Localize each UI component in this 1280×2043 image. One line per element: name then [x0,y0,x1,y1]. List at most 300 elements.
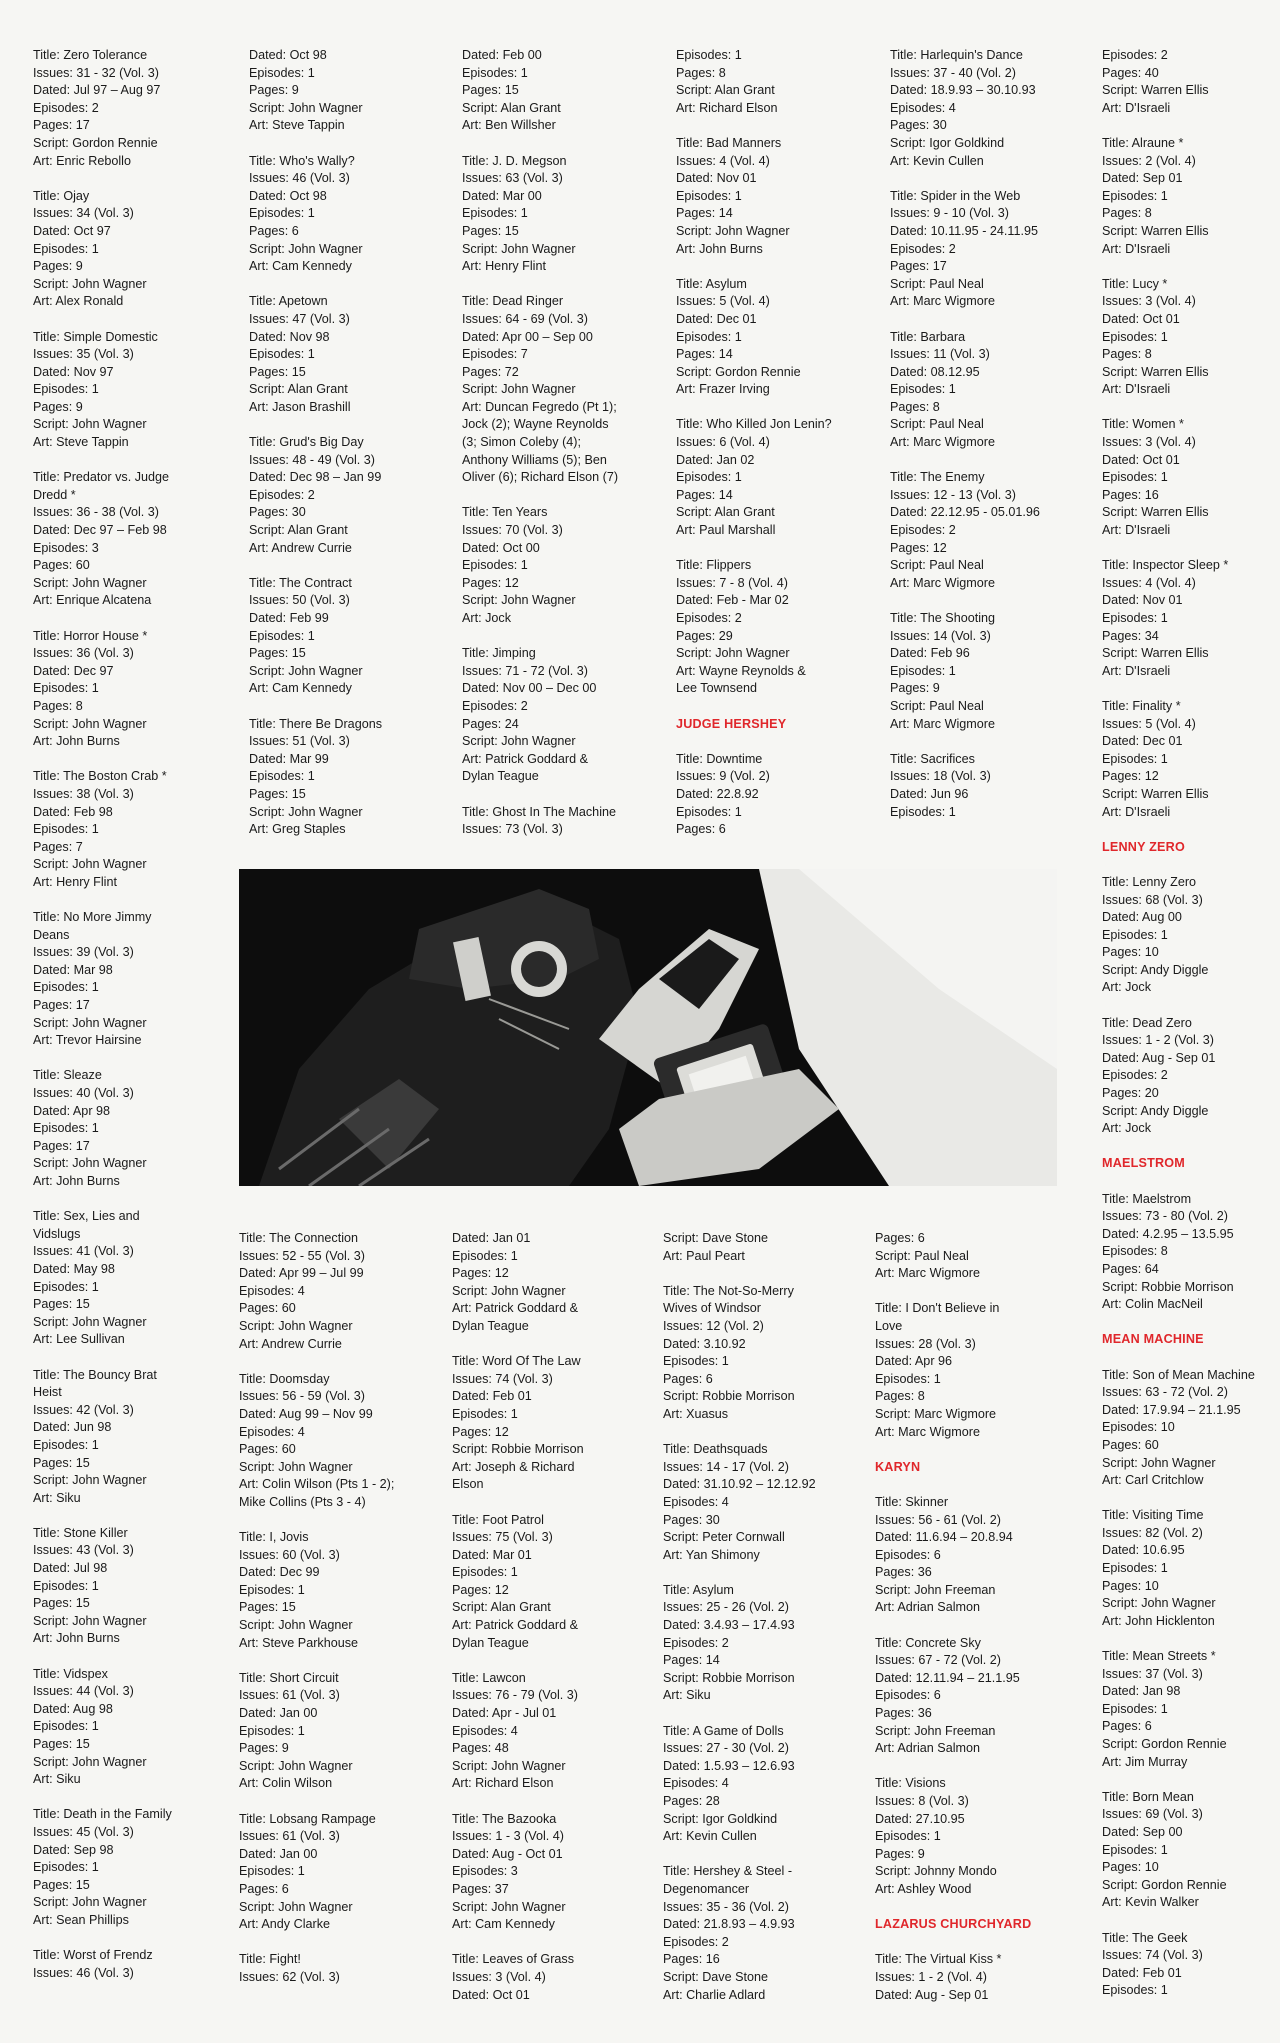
story-entry [875,1230,1031,1283]
entry-line: Episodes: 4 [663,1494,729,1509]
entry-spacer [452,1652,584,1670]
entry-line: Pages: 15 [462,83,519,98]
entry-line: Art: Jock [1102,1121,1151,1136]
entry-spacer [875,1441,1031,1459]
entry-line: Art: Colin Wilson (Pts 1 - 2); [239,1477,395,1492]
entry-line: Script: Warren Ellis [1102,786,1209,801]
entry-line: Script: John Wagner [462,382,576,397]
entry-line: Vidslugs [33,1226,81,1241]
entry-line: Title: Born Mean [1102,1789,1194,1804]
entry-line: Episodes: 1 [1102,1561,1168,1576]
entry-line: Pages: 12 [890,540,947,555]
entry-line: Art: Marc Wigmore [890,294,995,309]
entry-line: Issues: 37 - 40 (Vol. 2) [890,65,1016,80]
entry-line: Episodes: 1 [663,1354,729,1369]
entry-line: Script: John Wagner [33,1754,147,1769]
entry-line: Issues: 67 - 72 (Vol. 2) [875,1653,1001,1668]
entry-spacer [676,540,832,558]
entry-line: Art: Colin Wilson [239,1776,333,1791]
story-entry [239,1230,394,1353]
entry-line: Title: There Be Dragons [249,716,382,731]
story-entry [875,1635,1031,1758]
entry-line: Episodes: 1 [33,681,99,696]
story-entry [249,153,382,276]
entry-line: Pages: 36 [875,1706,932,1721]
entry-line: Title: Inspector Sleep * [1102,558,1229,573]
story-entry [33,47,172,170]
entry-line: Art: Adrian Salmon [875,1600,980,1615]
entry-line: Title: Sex, Lies and [33,1209,140,1224]
entry-line: Episodes: 1 [249,347,315,362]
entry-line: Art: Andrew Currie [249,540,352,555]
entry-line: Issues: 3 (Vol. 4) [1102,294,1196,309]
entry-line: Title: Asylum [663,1582,734,1597]
entry-line: Episodes: 1 [239,1864,305,1879]
entry-line: Dated: Oct 01 [452,1987,530,2002]
entry-spacer [239,1793,394,1811]
story-entry [462,47,618,135]
story-entry [452,1811,584,1934]
entry-line: Title: The Connection [239,1231,359,1245]
entry-line: Episodes: 1 [249,206,315,221]
entry-line: Dated: Aug 99 – Nov 99 [239,1406,373,1421]
entry-line: Issues: 1 - 2 (Vol. 4) [875,1969,987,1984]
entry-line: Title: Ghost In The Machine [462,804,616,819]
entry-line: Dated: Feb 96 [890,646,970,661]
entry-line: Title: Concrete Sky [875,1635,981,1650]
entry-line: Episodes: 1 [33,1279,99,1294]
story-entry [1102,1930,1255,2000]
entry-line: Art: Jason Brashill [249,399,351,414]
story-entry [33,1666,172,1789]
entry-line: Script: John Wagner [1102,1455,1216,1470]
entry-line: Art: Duncan Fegredo (Pt 1); [462,399,617,414]
entry-line: Episodes: 1 [1102,1701,1168,1716]
entry-spacer [1102,1173,1255,1191]
entry-line: Episodes: 2 [676,611,742,625]
entry-line: Art: Siku [663,1688,711,1703]
entry-line: Script: John Wagner [33,417,147,432]
entry-line: Issues: 35 (Vol. 3) [33,347,134,362]
columns_bottom-column-2 [663,1230,816,2004]
entry-line: Issues: 63 - 72 (Vol. 2) [1102,1385,1228,1400]
entry-line: Title: Flippers [676,558,752,573]
entry-line: Episodes: 1 [239,1723,305,1738]
story-entry [875,1775,1031,1898]
entry-line: Issues: 37 (Vol. 3) [1102,1666,1203,1681]
story-entry [1102,135,1255,258]
entry-line: Dated: Mar 01 [452,1547,532,1562]
entry-spacer [249,698,382,716]
entry-line: Title: The Contract [249,575,352,590]
entry-line: Episodes: 2 [1102,1068,1168,1083]
entry-line: Dylan Teague [452,1635,529,1650]
entry-spacer [33,751,172,769]
entry-spacer [875,1283,1031,1301]
story-entry [33,628,172,751]
columns_top-column-0 [33,47,172,1982]
entry-line: Issues: 50 (Vol. 3) [249,593,350,608]
entry-line: Pages: 9 [239,1741,289,1756]
story-entry [890,329,1040,452]
entry-line: Dated: Oct 01 [1102,311,1180,326]
columns_top-column-5 [1102,47,1255,2000]
story-entry [33,1806,172,1929]
entry-line: Pages: 17 [890,259,947,274]
entry-line: Title: Lobsang Rampage [239,1811,376,1826]
entry-line: Issues: 11 (Vol. 3) [890,347,990,362]
story-entry [452,1951,584,2004]
entry-line: Dated: Apr 98 [33,1103,111,1118]
entry-spacer [33,311,172,329]
columns_top-column-3 [676,47,832,839]
entry-line: Pages: 6 [676,822,726,837]
entry-line: Script: John Wagner [239,1618,353,1633]
entry-line: Art: Marc Wigmore [875,1424,980,1439]
entry-line: Script: Igor Goldkind [890,135,1005,150]
story-entry [239,1811,394,1934]
story-entry [462,153,618,276]
entry-line: Art: Cam Kennedy [249,681,352,696]
entry-line: Dated: Oct 98 [249,188,327,203]
entry-line: Pages: 30 [249,505,306,520]
entry-spacer [239,1934,394,1952]
story-entry [1102,1789,1255,1912]
entry-line: Art: D'Israeli [1102,382,1171,397]
entry-line: Title: Apetown [249,294,328,309]
entry-line: Heist [33,1385,62,1400]
entry-line: Script: John Wagner [462,241,576,256]
entry-line: Title: Visions [875,1776,946,1791]
entry-line: Pages: 12 [1102,769,1159,784]
entry-line: Dated: Jun 96 [890,786,969,801]
entry-line: Anthony Williams (5); Ben [462,452,607,467]
entry-line: Script: Robbie Morrison [452,1442,584,1457]
entry-line: Pages: 8 [875,1389,925,1404]
story-entry [1102,276,1255,399]
entry-line: Episodes: 2 [33,100,99,115]
entry-line: Art: John Burns [33,1174,120,1188]
entry-line: Dated: Dec 97 – Feb 98 [33,523,167,538]
entry-line: Script: Paul Neal [890,417,984,432]
entry-line: Art: D'Israeli [1102,523,1171,538]
entry-line: Art: Alex Ronald [33,294,124,309]
story-entry [239,1951,394,1986]
entry-line: Title: Bad Manners [676,135,782,150]
entry-line: Pages: 17 [33,998,90,1013]
story-entry [239,1670,394,1793]
entry-line: Episodes: 1 [875,1371,941,1386]
story-entry [676,557,832,698]
entry-line: Pages: 8 [890,399,940,414]
story-entry [239,1371,394,1512]
entry-line: Art: Jim Murray [1102,1754,1188,1769]
entry-line: Dated: 17.9.94 – 21.1.95 [1102,1402,1241,1417]
entry-line: Script: Alan Grant [249,382,348,397]
entry-line: Dated: Mar 98 [33,962,113,977]
story-entry [676,751,832,839]
entry-line: Title: Finality * [1102,698,1181,713]
story-entry [33,1947,172,1982]
entry-line: Episodes: 1 [33,822,99,837]
entry-line: Issues: 56 - 59 (Vol. 3) [239,1389,365,1404]
entry-line: Art: D'Israeli [1102,241,1171,256]
entry-line: Pages: 30 [663,1512,720,1527]
entry-line: Dated: Dec 97 [33,663,114,678]
story-entry [249,575,382,698]
entry-line: Art: Kevin Cullen [663,1829,757,1844]
entry-line: Dated: 22.8.92 [676,786,759,801]
entry-spacer [1102,1490,1255,1508]
entry-line: Pages: 12 [452,1424,509,1439]
entry-line: Title: Deathsquads [663,1442,768,1457]
entry-line: Pages: 8 [33,698,83,713]
entry-line: Script: John Wagner [249,804,363,819]
story-entry [249,47,382,135]
entry-spacer [33,170,172,188]
entry-line: Issues: 7 - 8 (Vol. 4) [676,575,788,590]
entry-line: Script: Paul Neal [890,698,984,713]
entry-line: Title: The Boston Crab * [33,769,167,784]
entry-line: Title: Downtime [676,751,763,766]
entry-line: Dylan Teague [462,769,539,784]
entry-spacer [663,1705,816,1723]
columns_top-column-2 [462,47,618,839]
entry-line: Script: John Wagner [33,1895,147,1910]
story-entry [462,504,618,627]
entry-line: Issues: 71 - 72 (Vol. 3) [462,663,588,678]
entry-line: Script: John Wagner [33,276,147,291]
entry-line: Issues: 34 (Vol. 3) [33,206,134,221]
entry-spacer [239,1353,394,1371]
entry-line: Title: Vidspex [33,1666,108,1681]
entry-line: Script: Gordon Rennie [676,364,801,379]
entry-spacer [33,1648,172,1666]
entry-line: Dated: Apr 96 [875,1354,953,1369]
entry-line: Script: Gordon Rennie [33,135,158,150]
story-entry [1102,47,1255,117]
entry-line: Issues: 2 (Vol. 4) [1102,153,1196,168]
entry-line: Art: Carl Critchlow [1102,1473,1204,1488]
entry-spacer [676,399,832,417]
entry-line: Episodes: 4 [452,1723,518,1738]
entry-line: Art: Ben Willsher [462,118,556,133]
entry-line: Title: Asylum [676,276,747,291]
entry-line: Episodes: 1 [676,470,742,485]
comic-art-icon [239,869,1057,1186]
entry-line: Art: Kevin Cullen [890,153,984,168]
story-entry [890,47,1040,170]
entry-spacer [1102,1349,1255,1367]
entry-line: Art: Patrick Goddard & [462,751,588,766]
entry-line: Pages: 9 [33,399,83,414]
entry-line: Pages: 15 [33,1737,90,1751]
entry-line: Title: Women * [1102,417,1184,432]
entry-line: Dated: Nov 98 [249,329,330,344]
entry-spacer [663,1564,816,1582]
entry-line: Dated: Jun 98 [33,1420,112,1435]
entry-line: Dated: Oct 00 [462,540,540,555]
entry-line: Issues: 75 (Vol. 3) [452,1530,553,1545]
entry-line: Title: Simple Domestic [33,329,158,344]
entry-line: Script: John Wagner [249,100,363,115]
entry-spacer [1102,1138,1255,1156]
entry-spacer [33,1349,172,1367]
entry-spacer [452,1793,584,1811]
entry-line: Art: John Burns [33,1631,120,1646]
entry-spacer [33,1789,172,1807]
entry-line: Pages: 8 [1102,347,1152,362]
entry-line: Episodes: 2 [1102,48,1168,62]
entry-line: Dated: 1.5.93 – 12.6.93 [663,1758,795,1773]
story-entry [33,1067,172,1190]
entry-line: Pages: 34 [1102,628,1159,643]
columns_top-column-4 [890,47,1040,821]
entry-line: Episodes: 10 [1102,1420,1175,1435]
entry-line: Pages: 6 [239,1881,289,1896]
entry-line: Pages: 60 [239,1442,296,1457]
story-entry [663,1723,816,1846]
entry-line: Episodes: 2 [890,241,956,256]
story-entry [663,1230,816,1265]
entry-line: Dated: 11.6.94 – 20.8.94 [875,1530,1013,1545]
entry-line: Pages: 64 [1102,1261,1159,1276]
entry-line: Title: Stone Killer [33,1525,128,1540]
entry-line: Title: Mean Streets * [1102,1649,1216,1664]
story-entry [663,1582,816,1705]
entry-line: Script: John Wagner [249,241,363,256]
entry-spacer [890,311,1040,329]
entry-line: Pages: 29 [676,628,733,643]
entry-line: Episodes: 1 [249,628,315,643]
entry-spacer [452,1934,584,1952]
entry-line: Title: I Don't Believe in [875,1301,1000,1316]
entry-line: Episodes: 2 [663,1934,729,1949]
entry-line: Episodes: 6 [875,1547,941,1562]
entry-line: Dated: Oct 98 [249,48,327,62]
entry-line: Art: Sean Phillips [33,1912,129,1927]
entry-line: Issues: 18 (Vol. 3) [890,769,991,784]
story-entry [462,645,618,786]
entry-line: Script: Johnny Mondo [875,1864,997,1879]
entry-line: Issues: 61 (Vol. 3) [239,1688,340,1703]
entry-line: Art: Enrique Alcatena [33,593,152,608]
entry-line: Script: John Wagner [239,1459,353,1474]
entry-line: Episodes: 1 [890,382,956,397]
entry-line: Issues: 9 - 10 (Vol. 3) [890,206,1009,221]
entry-spacer [1102,1314,1255,1332]
entry-line: Episodes: 1 [1102,470,1168,485]
entry-line: Pages: 17 [33,1138,90,1153]
entry-line: Issues: 12 - 13 (Vol. 3) [890,487,1016,502]
entry-spacer [1102,1912,1255,1930]
entry-line: Episodes: 1 [676,804,742,819]
entry-line: Pages: 10 [1102,1860,1159,1875]
entry-line: Art: Charlie Adlard [663,1987,766,2002]
entry-spacer [875,1899,1031,1917]
story-entry [1102,1648,1255,1771]
story-entry [1102,698,1255,821]
entry-line: Pages: 20 [1102,1086,1159,1101]
entry-line: Art: Richard Elson [676,100,778,115]
entry-line: Title: The Bouncy Brat [33,1367,157,1382]
entry-line: Script: Alan Grant [676,505,775,520]
entry-line: Pages: 36 [875,1565,932,1580]
entry-line: Dated: Aug 98 [33,1701,113,1716]
entry-line: Title: Harlequin's Dance [890,48,1023,62]
entry-line: Episodes: 1 [33,980,99,995]
entry-line: Episodes: 1 [452,1406,518,1421]
story-entry [33,1367,172,1508]
entry-line: Episodes: 4 [239,1283,305,1298]
entry-line: Art: Marc Wigmore [890,435,995,450]
entry-line: Pages: 60 [1102,1437,1159,1452]
entry-line: Dated: 22.12.95 - 05.01.96 [890,505,1040,520]
entry-line: Pages: 40 [1102,65,1159,80]
entry-line: Episodes: 2 [249,487,315,502]
entry-line: Issues: 73 - 80 (Vol. 2) [1102,1209,1228,1224]
entry-line: Art: Andrew Currie [239,1336,342,1351]
entry-line: Dated: Jan 01 [452,1231,531,1245]
entry-line: Pages: 8 [676,65,726,80]
entry-line: Dated: 10.6.95 [1102,1543,1185,1558]
story-entry [663,1863,816,2004]
entry-line: Art: Siku [33,1772,81,1787]
entry-line: Art: Joseph & Richard [452,1459,575,1474]
entry-line: Episodes: 1 [1102,1842,1168,1857]
entry-line: Title: A Game of Dolls [663,1723,784,1738]
entry-line: Pages: 15 [33,1455,90,1470]
entry-line: Dated: Feb - Mar 02 [676,593,789,608]
entry-line: Episodes: 6 [875,1688,941,1703]
entry-line: Pages: 28 [663,1794,720,1808]
entry-line: Art: John Burns [33,734,120,749]
story-entry [890,469,1040,592]
entry-line: Pages: 72 [462,364,519,379]
entry-line: Wives of Windsor [663,1301,761,1316]
entry-line: Dated: Nov 97 [33,364,114,379]
entry-line: Pages: 9 [875,1846,925,1861]
entry-line: Dated: Feb 98 [33,804,113,819]
entry-line: Issues: 43 (Vol. 3) [33,1543,134,1558]
entry-line: Episodes: 1 [676,329,742,344]
columns_bottom-column-3 [875,1230,1031,2004]
entry-line: Script: John Wagner [33,1156,147,1171]
entry-line: Script: John Wagner [33,1015,147,1030]
entry-line: Deans [33,927,70,942]
entry-line: Mike Collins (Pts 3 - 4) [239,1494,366,1509]
story-entry [1102,557,1255,680]
entry-line: Art: Richard Elson [452,1776,554,1791]
entry-line: Dated: Jul 97 – Aug 97 [33,83,161,98]
entry-line: Issues: 36 (Vol. 3) [33,646,134,661]
entry-line: Title: Short Circuit [239,1670,339,1685]
story-entry [33,909,172,1050]
story-entry [452,1230,584,1336]
entry-line: Dated: Dec 99 [239,1565,320,1580]
story-entry [890,610,1040,733]
entry-line: Episodes: 1 [33,1860,99,1875]
entry-line: Art: Jock [1102,980,1151,995]
entry-line: Episodes: 1 [1102,611,1168,625]
entry-line: Pages: 24 [462,716,519,731]
entry-spacer [249,135,382,153]
entry-spacer [249,276,382,294]
entry-line: Script: Warren Ellis [1102,505,1209,520]
story-entry [1102,416,1255,539]
entry-line: Dated: 08.12.95 [890,364,980,379]
story-entry [33,1208,172,1349]
